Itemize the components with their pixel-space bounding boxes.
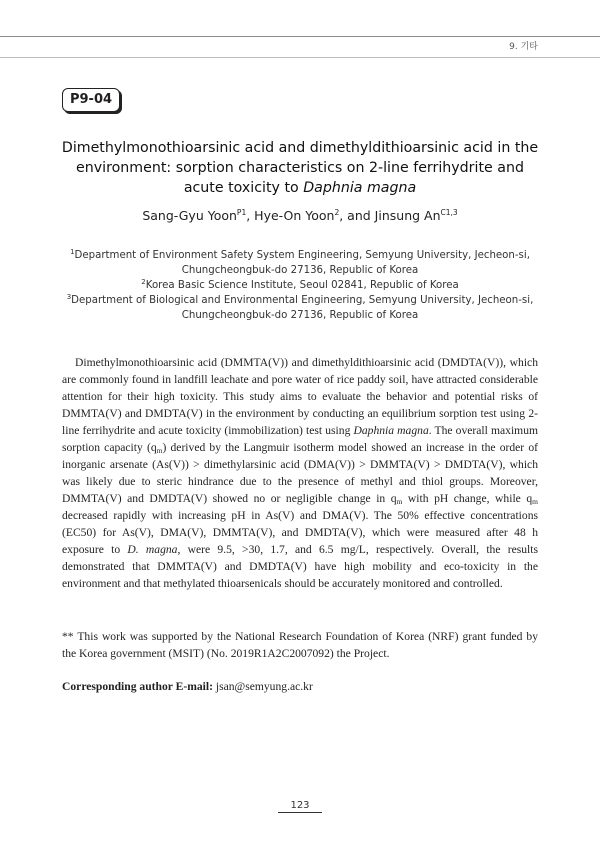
abstract-paragraph: Dimethylmonothioarsinic acid (DMMTA(V)) and dimethyldithioarsinic acid (DMDTA(V)), which are commonly found in landfill leachate and pore water of rice paddy soil, have attracted considerable attention for their high toxicity. This study aims to evaluate the behavior and potential risks of DMMTA(V) and DMDTA(V) in the environment by conducting an equilibrium sorption test using 2-line ferrihydrite and acute toxicity (immobilization) test using Daphnia magna. The overall maximum sorption capacity $(q_m)$ derived by the Langmuir isotherm model showed an increase in the order of inorganic arsenate (As(V)) > dimethylarsinic acid (DMA(V)) > DMMTA(V) > DMDTA(V), which was likely due to steric hindrance due to the presence of methyl and thiol groups. Moreover, DMMTA(V) and DMDTA(V) showed no or negligible change in $q_m$ with pH change, while $q_m$ decreased rapidly with increasing pH in As(V) and DMA(V). The 50% effective concentrations (EC50) for As(V), DMA(V), DMMTA(V), and DMDTA(V), which were measured after 48 h exposure to D. magna, were 9.5, >30, 1.7, and 6.5 mg/L, respectively. Overall, the results demonstrated that DMMTA(V) and DMDTA(V) have high mobility and eco-toxicity in the environment and that methylated thioarsenicals should be accurately monitored and controlled. bbox=[62, 356, 539, 590]
section-label: 9. 기타 bbox=[509, 42, 538, 52]
author-sup: P1 bbox=[236, 208, 247, 217]
title-main: Dimethylmonothioarsinic acid and dimethyldithioarsinic acid in the environment: sorption characteristics on 2-line ferrihydrite and acute toxicity to bbox=[61, 140, 539, 196]
affiliations bbox=[40, 248, 560, 323]
paper-title bbox=[55, 138, 545, 198]
author-sup: 2 bbox=[334, 208, 340, 217]
author-name: Hye-On Yoon bbox=[254, 208, 335, 223]
page-number: 123 bbox=[278, 800, 322, 813]
affiliation-item: $^3$Department of Biological and Environmental Engineering, Semyung University, Jecheon-si, Chungcheongbuk-do 27136, Republic of Korea bbox=[66, 293, 534, 321]
poster-code-badge: P9-04 bbox=[62, 88, 120, 112]
top-rule bbox=[0, 36, 600, 37]
acknowledgement: ** This work was supported by the National Research Foundation of Korea (NRF) grant funded by the Korea government (MSIT) (No. 2019R1A2C2007092) the Project. bbox=[62, 630, 538, 660]
affiliation-item: $^2$Korea Basic Science Institute, Seoul 02841, Republic of Korea bbox=[141, 278, 459, 291]
affiliation-item: $^1$Department of Environment Safety System Engineering, Semyung University, Jecheon-si, Chungcheongbuk-do 27136, Republic of Korea bbox=[70, 248, 530, 276]
corresponding-email: jsan@semyung.ac.kr bbox=[212, 680, 313, 693]
author-sup: C1,3 bbox=[440, 208, 458, 217]
corresponding-label: Corresponding author E-mail: bbox=[62, 680, 213, 693]
author-name: Jinsung An bbox=[374, 208, 441, 223]
title-species: Daphnia magna bbox=[303, 180, 417, 196]
author-name: Sang-Gyu Yoon bbox=[142, 208, 237, 223]
author-list: Sang-Gyu Yoon$^{P1}$, Hye-On Yoon$^2$, and Jinsung $An^{C1,3}$ bbox=[142, 208, 458, 223]
header-rule bbox=[0, 57, 600, 58]
corresponding-author bbox=[62, 680, 538, 693]
